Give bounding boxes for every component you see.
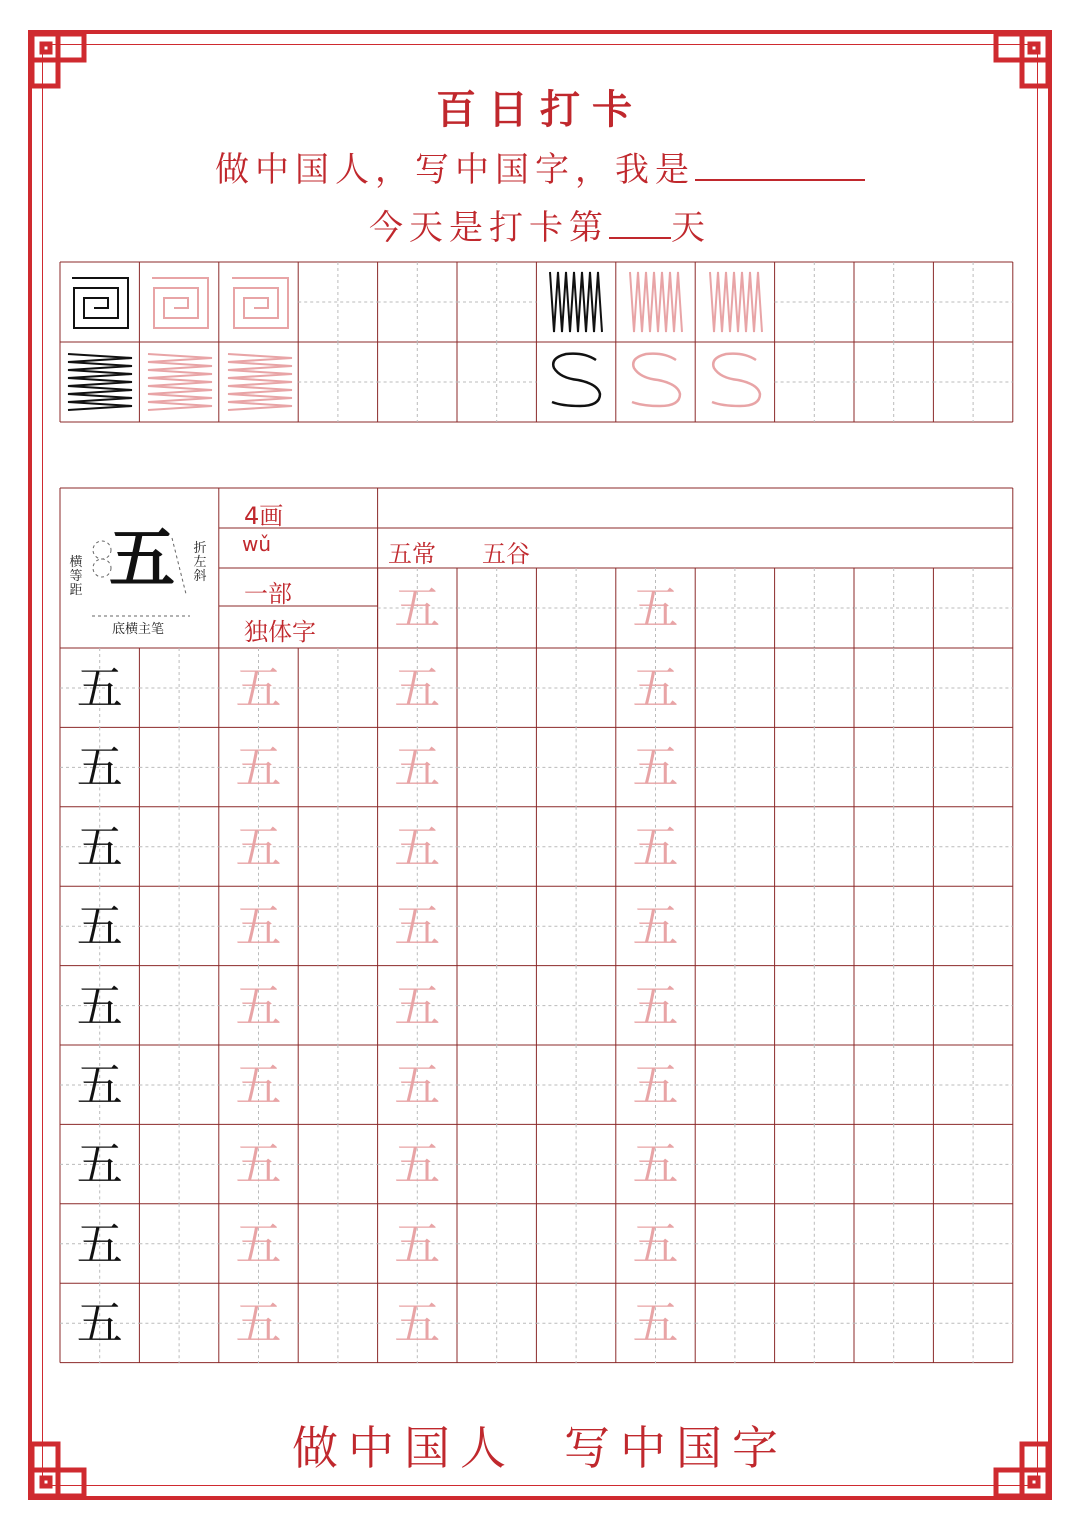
trace-character: 五 (394, 1296, 441, 1351)
trace-character: 五 (632, 899, 679, 954)
model-character: 五 (76, 1216, 123, 1271)
spiral-trace (232, 278, 288, 328)
model-character: 五 (76, 740, 123, 795)
model-character: 五 (76, 978, 123, 1033)
model-character: 五 (76, 1296, 123, 1351)
spiral-pattern-row (60, 262, 300, 342)
vertical-zigzag-model (550, 272, 602, 332)
stroke-count: 4画 (244, 502, 284, 530)
trace-character: 五 (235, 1137, 282, 1192)
big-model-character: 五 (109, 519, 175, 597)
trace-character: 五 (632, 1296, 679, 1351)
horizontal-zigzag-model (68, 354, 132, 410)
horizontal-zigzag-row (60, 342, 300, 422)
trace-character: 五 (394, 819, 441, 874)
tip-left: 横等距 (69, 555, 83, 598)
page-title: 百日打卡 (436, 86, 644, 133)
trace-character: 五 (235, 1296, 282, 1351)
trace-character: 五 (394, 1058, 441, 1112)
trace-character: 五 (394, 661, 441, 715)
footer-right: 写中国字 (564, 1421, 788, 1475)
spiral-model (72, 278, 128, 328)
model-character: 五 (76, 1137, 123, 1192)
footer-left: 做中国人 (292, 1421, 516, 1475)
vertical-zigzag-trace (710, 272, 762, 332)
wave-trace (712, 354, 760, 406)
wave-model (552, 354, 600, 406)
trace-character: 五 (632, 1137, 679, 1192)
trace-character: 五 (235, 1058, 282, 1112)
radical: 一部 (244, 580, 292, 608)
trace-character: 五 (394, 1137, 441, 1192)
trace-character: 五 (394, 978, 441, 1033)
word-2: 五谷 (482, 540, 530, 568)
model-character: 五 (76, 899, 123, 954)
trace-character: 五 (632, 819, 679, 874)
model-character: 五 (76, 819, 123, 874)
tip-right: 折左斜 (193, 541, 207, 584)
spiral-trace (152, 278, 208, 328)
trace-character: 五 (235, 1216, 282, 1271)
trace-character: 五 (235, 661, 282, 715)
word-1: 五常 (388, 540, 436, 568)
horizontal-zigzag-trace (228, 354, 292, 410)
trace-character: 五 (632, 1216, 679, 1271)
wave-trace (632, 354, 680, 406)
pinyin: wǔ (242, 532, 272, 556)
trace-character: 五 (235, 819, 282, 874)
trace-character: 五 (235, 978, 282, 1033)
trace-character: 五 (235, 740, 282, 795)
trace-character: 五 (632, 581, 679, 635)
trace-character: 五 (394, 740, 441, 795)
model-character: 五 (76, 661, 123, 715)
vertical-zigzag-trace (630, 272, 682, 332)
trace-character: 五 (632, 740, 679, 795)
vertical-zigzag-row (538, 262, 778, 342)
tip-bottom: 底横主笔 (112, 622, 165, 637)
horizontal-zigzag-trace (148, 354, 212, 410)
trace-character: 五 (632, 661, 679, 715)
structure: 独体字 (244, 618, 316, 646)
trace-character: 五 (394, 581, 441, 635)
model-character: 五 (76, 1058, 123, 1112)
trace-character: 五 (632, 1058, 679, 1112)
structure-guide-lines (86, 532, 206, 622)
day-line-label: 今天是打卡第 (369, 208, 609, 248)
name-line-label: 做中国人，写中国字，我是 (215, 150, 695, 190)
day-line-suffix: 天 (671, 208, 711, 248)
trace-character: 五 (394, 899, 441, 954)
trace-character: 五 (394, 1216, 441, 1271)
trace-character: 五 (632, 978, 679, 1033)
trace-character: 五 (235, 899, 282, 954)
wave-pattern-row (538, 342, 778, 422)
footer-slogan (0, 1412, 1080, 1478)
